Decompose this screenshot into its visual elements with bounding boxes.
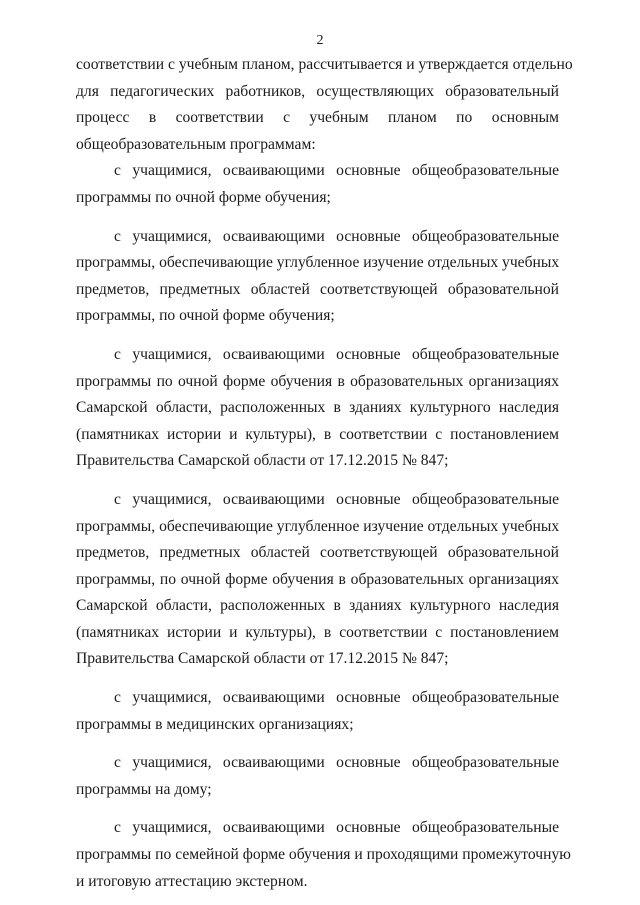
text-line: программы, обеспечивающие углубленное изучение отдельных учебных xyxy=(76,254,560,272)
paragraph xyxy=(76,158,559,211)
document-body xyxy=(76,52,573,895)
text-line: программы, по очной форме обучения в образовательных организациях xyxy=(76,570,559,588)
text-line: программы на дому; xyxy=(76,780,212,798)
paragraph xyxy=(76,52,573,158)
text-line: программы по очной форме обучения; xyxy=(76,188,331,206)
text-line: программы в медицинских организациях; xyxy=(76,715,354,733)
text-line: с учащимися, осваивающими основные общеобразовательные xyxy=(114,689,559,707)
text-line: общеобразовательным программам: xyxy=(76,135,316,153)
text-line: и итоговую аттестацию экстерном. xyxy=(76,872,308,890)
text-line: с учащимися, осваивающими основные общеобразовательные xyxy=(114,754,559,772)
text-line: программы, обеспечивающие углубленное изучение отдельных учебных xyxy=(76,517,560,535)
paragraph xyxy=(76,750,559,803)
text-line: предметов, предметных областей соответствующей образовательной xyxy=(76,280,559,298)
paragraph xyxy=(76,685,559,738)
text-line: программы по семейной форме обучения и проходящими промежуточную xyxy=(76,846,571,864)
text-line: (памятниках истории и культуры), в соответствии с постановлением xyxy=(76,623,559,641)
text-line: Правительства Самарской области от 17.12.2015 № 847; xyxy=(76,650,449,668)
text-line: программы по очной форме обучения в образовательных организациях xyxy=(76,372,559,390)
page-number: 2 xyxy=(316,33,324,48)
text-line: с учащимися, осваивающими основные общеобразовательные xyxy=(114,227,559,245)
text-line: с учащимися, осваивающими основные общеобразовательные xyxy=(114,162,559,180)
text-line: (памятниках истории и культуры), в соответствии с постановлением xyxy=(76,425,559,443)
text-line: Самарской области, расположенных в зданиях культурного наследия xyxy=(76,597,559,615)
text-line: для педагогических работников, осуществляющих образовательный xyxy=(76,82,559,100)
paragraph xyxy=(76,487,559,673)
text-line: программы, по очной форме обучения; xyxy=(76,307,335,325)
paragraph xyxy=(76,815,571,895)
paragraph xyxy=(76,224,559,330)
text-line: Самарской области, расположенных в зданиях культурного наследия xyxy=(76,399,559,417)
text-line: с учащимися, осваивающими основные общеобразовательные xyxy=(114,490,559,508)
paragraph xyxy=(76,342,559,475)
text-line: с учащимися, осваивающими основные общеобразовательные xyxy=(114,819,559,837)
text-line: Правительства Самарской области от 17.12.2015 № 847; xyxy=(76,452,449,470)
text-line: процесс в соответствии с учебным планом по основным xyxy=(76,109,559,127)
text-line: с учащимися, осваивающими основные общеобразовательные xyxy=(114,345,559,363)
text-line: предметов, предметных областей соответствующей образовательной xyxy=(76,544,559,562)
text-line: соответствии с учебным планом, рассчитывается и утверждается отдельно xyxy=(76,56,573,73)
